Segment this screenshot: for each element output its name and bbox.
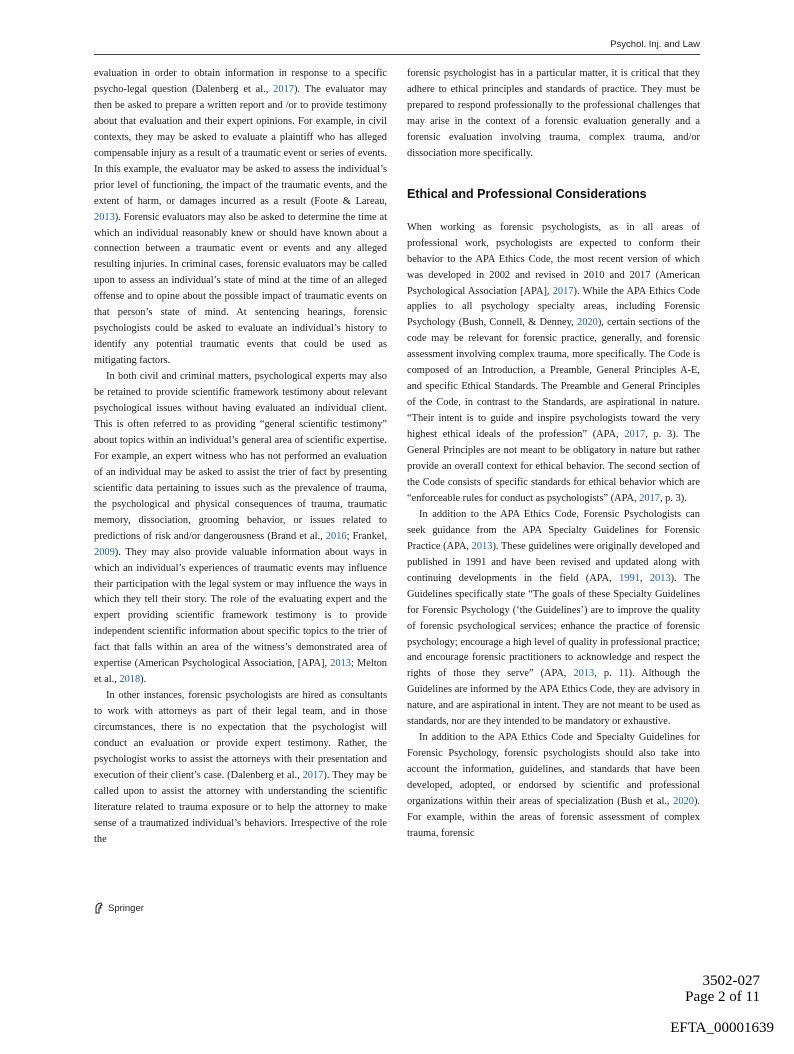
citation-link[interactable]: 2013 <box>649 572 671 584</box>
document-id: 3502-027 <box>702 973 760 989</box>
citation-link[interactable]: 2017 <box>273 83 294 95</box>
page-number: Page 2 of 11 <box>685 989 760 1005</box>
paragraph: In addition to the APA Ethics Code and Specialty Guidelines for Forensic Psychology, forensic psychologists should also take into account the information, guidelines, and standards that have been developed, adopted, or endorsed by scientific and professional organizations within their areas of specialization (Bush et al., 2020). For example, within the areas of forensic assessment of complex trauma, forensic <box>407 732 700 839</box>
citation-link[interactable]: 2013 <box>330 658 351 670</box>
paragraph: When working as forensic psychologists, as in all areas of professional work, psychologists are expected to conform their behavior to the APA Ethics Code, the most recent version of which was developed in 2002 and revised in 2010 and 2017 (American Psychological Association [APA], 2017). While the APA Ethics Code applies to all psychology specialty areas, including Forensic Psychology (Bush, Connell, & Denney, 2020), certain sections of the code may be relevant for forensic practice, generally, and forensic assessment involving complex trauma, more specifically. The Code is composed of an Introduction, a Preamble, General Principles A-E, and specific Ethical Standards. The Preamble and General Principles of the Code, in contrast to the Standards, are aspirational in nature. “Their intent is to guide and inspire psychologists toward the very highest ethical ideals of the profession” (APA, 2017, p. 3). The General Principles are not meant to be obligatory in nature but rather provide an overall context for ethical behavior. The second section of the Code consists of specific standards for ethical behavior which are “enforceable rules for conduct as psychologists” (APA, 2017, p. 3). <box>407 221 701 504</box>
paragraph: evaluation in order to obtain information in response to a specific psycho-legal question (Dalenberg et al., 2017). The evaluator may then be asked to prepare a written report and /or to provide testimony about that evaluation and their expert opinions. For example, in civil contexts, they may be asked to evaluate a plaintiff who has alleged compensable injury as a result of a traumatic event or series of events. In this example, the evaluator may be asked to assess the individual’s prior level of functioning, the impact of the traumatic events, and the extent of harm, or damages incurred as a result (Foote & Lareau, 2013). Forensic evaluators may also be asked to determine the time at which an individual reasonably knew or should have known about a connection between a traumatic event or events and any alleged resulting injuries. In criminal cases, forensic evaluators may be called upon to assess an individual’s state of mind at the time of an alleged offense and to opine about the possible impact of traumatic events on that person’s state of mind. At sentencing hearings, forensic psychologists could be asked to evaluate an individual’s history to identify any potential traumatic events that could be used as mitigating factors. <box>94 68 387 367</box>
citation-link[interactable]: 1991 <box>619 572 640 584</box>
right-column-section-body <box>407 220 700 842</box>
citation-link[interactable]: 2017 <box>639 492 660 504</box>
citation-link[interactable]: 2013 <box>94 211 115 223</box>
paragraph: In addition to the APA Ethics Code, Forensic Psychologists can seek guidance from the APA Specialty Guidelines for Forensic Practice (APA, 2013). These guidelines were originally developed and published in 1991 and have been revised and updated along with continuing developments in the field (APA, 1991, 2013). The Guidelines specifically state “The goals of these Specialty Guidelines for Forensic Psychology (‘the Guidelines’) are to improve the quality of forensic psychological services; enhance the practice of forensic psychology; encourage a high level of quality in professional practice; and encourage forensic practitioners to acknowledge and respect the rights of those they serve” (APA, 2013, p. 11). Although the Guidelines are informed by the APA Ethics Code, they are advisory in nature, and are aspirational in intent. They are not meant to be used as standards, nor are they intended to be mandatory or exhaustive. <box>407 508 701 728</box>
citation-link[interactable]: 2017 <box>302 769 324 781</box>
citation-link[interactable]: 2018 <box>119 674 141 686</box>
section-heading: Ethical and Professional Considerations <box>407 186 647 201</box>
paragraph: forensic psychologist has in a particular matter, it is critical that they adhere to ethical principles and standards of practice. They must be prepared to respond professionally to the professional challenges that may arise in the context of a forensic evaluation generally and a forensic evaluation involving trauma, complex trauma, and/or dissociation more specifically. <box>407 68 700 159</box>
springer-logo <box>94 902 144 914</box>
citation-link[interactable]: 2013 <box>471 540 493 552</box>
efta-id: EFTA_00001639 <box>670 1020 774 1036</box>
right-column-intro <box>407 66 700 162</box>
publisher-name: Springer <box>108 902 144 914</box>
citation-link[interactable]: 2017 <box>624 429 646 441</box>
citation-link[interactable]: 2009 <box>94 546 115 558</box>
citation-link[interactable]: 2020 <box>673 796 694 808</box>
citation-link[interactable]: 2013 <box>573 668 595 680</box>
paragraph: In other instances, forensic psychologists are hired as consultants to work with attorneys as part of their legal team, and in those circumstances, there is no expectation that the psychologist will conduct an evaluation or provide expert testimony. Rather, the psychologist works to assist the attorneys with their presentation and execution of their client’s case. (Dalenberg et al., 2017). They may be called upon to assist the attorney with understanding the scientific literature related to trauma exposure or to help the attorney to make sense of a traumatized individual’s behaviors. Irrespective of the role the <box>94 690 387 845</box>
journal-title: Psychol. Inj. and Law <box>610 39 700 50</box>
right-column <box>407 66 700 842</box>
citation-link[interactable]: 2016 <box>325 530 347 542</box>
citation-link[interactable]: 2017 <box>552 285 574 297</box>
citation-link[interactable]: 2020 <box>577 317 598 329</box>
header-rule <box>94 54 700 55</box>
paragraph: In both civil and criminal matters, psychological experts may also be retained to provide scientific framework testimony about relevant psychological issues without having evaluated an individual client. This is often referred to as providing “general scientific testimony” about topics within an individual’s general area of scientific expertise. For example, an expert witness who has not performed an evaluation of an individual may be asked to assist the trier of fact by presenting scientific data pertaining to issues such as the prevalence of trauma, the psychological and physical consequences of trauma, traumatic memory, dissociation, grooming behavior, or issues related to predictions of risk and/or dangerousness (Brand et al., 2016; Frankel, 2009). They may also provide valuable information about ways in which an individual’s experiences of traumatic events may influence their participation with the legal system or may influence the ways in which they tell their story. The role of the evaluating expert and the expert providing scientific framework testimony is to provide independent scientific information about specific topics to the trier of fact that falls within an area of the witness’s demonstrated area of expertise (American Psychological Association, [APA], 2013; Melton et al., 2018). <box>94 371 387 686</box>
springer-horse-icon <box>94 902 105 914</box>
left-column <box>94 66 387 848</box>
